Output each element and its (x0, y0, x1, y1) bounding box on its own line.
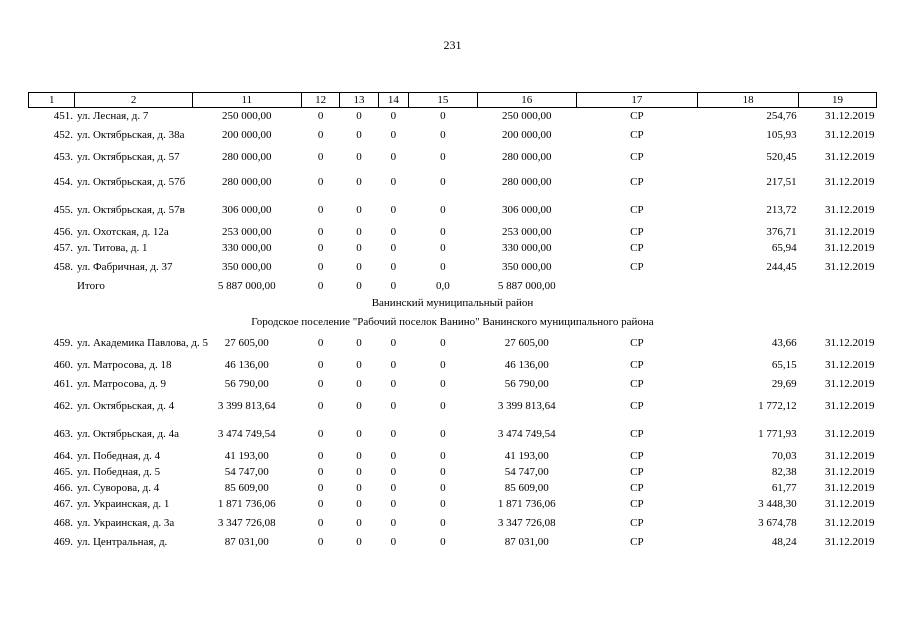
cell-col-13: 0 (356, 377, 362, 390)
cell-col-13: 0 (356, 497, 362, 510)
cell-col-18: 82,38 (771, 465, 797, 478)
section-title-settlement: Городское поселение "Рабочий поселок Ванино" Ванинского муниципального района (251, 316, 654, 328)
table-row (29, 376, 877, 392)
cell-address: ул. Титова, д. 1 (76, 241, 148, 254)
cell-col-18: 29,69 (771, 377, 797, 390)
cell-address: ул. Октябрьская, д. 57б (76, 175, 186, 188)
cell-col-13: 0 (356, 358, 362, 371)
cell-col-14: 0 (390, 128, 397, 141)
cell-col-18: 70,03 (771, 449, 797, 462)
total-c16: 5 887 000,00 (497, 279, 556, 292)
table-row (29, 124, 877, 146)
cell-col-12: 0 (317, 497, 324, 510)
cell-address: ул. Украинская, д. 3а (76, 516, 175, 529)
cell-col-14: 0 (390, 260, 397, 273)
cell-col-18: 65,94 (771, 241, 797, 254)
cell-col-11: 330 000,00 (222, 241, 272, 254)
cell-col-16: 3 347 726,08 (497, 516, 556, 529)
cell-col-19: 31.12.2019 (825, 150, 875, 163)
cell-col-14: 0 (390, 336, 397, 349)
cell-col-19: 31.12.2019 (825, 336, 875, 349)
cell-col-16: 27 605,00 (504, 336, 549, 349)
cell-col-19: 31.12.2019 (825, 449, 875, 462)
cell-col-18: 105,93 (766, 128, 797, 141)
total-c11: 5 887 000,00 (217, 279, 276, 292)
cell-col-11: 56 790,00 (224, 377, 269, 390)
cell-col-14: 0 (390, 175, 397, 188)
cell-col-19: 31.12.2019 (825, 427, 875, 440)
total-c13: 0 (356, 279, 362, 292)
cell-col-17: СР (630, 203, 644, 216)
cell-col-16: 46 136,00 (504, 358, 549, 371)
cell-row-number: 454. (53, 175, 73, 188)
cell-col-19: 31.12.2019 (825, 377, 875, 390)
total-label: Итого (76, 279, 105, 292)
cell-col-15: 0 (440, 465, 446, 478)
section-title-district: Ванинский муниципальный район (371, 297, 534, 309)
cell-col-19: 31.12.2019 (825, 203, 875, 216)
cell-col-19: 31.12.2019 (825, 225, 875, 238)
cell-col-16: 306 000,00 (501, 203, 552, 216)
table-row (29, 420, 877, 448)
cell-row-number: 467. (53, 497, 73, 510)
cell-col-16: 87 031,00 (504, 535, 549, 548)
cell-address: ул. Победная, д. 5 (76, 465, 161, 478)
cell-col-18: 217,51 (766, 175, 797, 188)
total-section (29, 278, 877, 332)
cell-col-14: 0 (390, 449, 397, 462)
cell-row-number: 465. (53, 465, 73, 478)
cell-col-18: 376,71 (766, 225, 797, 238)
cell-col-14: 0 (390, 109, 397, 122)
page-number: 231 (443, 38, 462, 52)
cell-col-15: 0 (440, 241, 446, 254)
cell-col-16: 330 000,00 (501, 241, 552, 254)
cell-col-15: 0 (440, 203, 446, 216)
cell-col-12: 0 (317, 427, 324, 440)
cell-row-number: 457. (53, 241, 73, 254)
cell-col-11: 280 000,00 (222, 175, 272, 188)
table-row (29, 256, 877, 278)
cell-col-17: СР (630, 399, 644, 412)
cell-col-11: 54 747,00 (224, 465, 269, 478)
cell-col-12: 0 (317, 109, 324, 122)
cell-col-16: 85 609,00 (504, 481, 549, 494)
cell-col-11: 3 399 813,64 (217, 399, 276, 412)
cell-col-19: 31.12.2019 (825, 516, 875, 529)
table-row (29, 512, 877, 534)
cell-col-11: 200 000,00 (222, 128, 272, 141)
cell-col-16: 56 790,00 (504, 377, 549, 390)
cell-col-18: 65,15 (771, 358, 797, 371)
cell-col-15: 0 (440, 427, 446, 440)
cell-col-19: 31.12.2019 (825, 497, 875, 510)
cell-col-12: 0 (317, 481, 324, 494)
col-header-2: 2 (75, 93, 192, 108)
cell-col-16: 3 399 813,64 (497, 399, 556, 412)
table-row (29, 496, 877, 512)
cell-col-15: 0 (440, 481, 446, 494)
cell-col-19: 31.12.2019 (825, 241, 875, 254)
cell-col-12: 0 (317, 535, 324, 548)
cell-col-15: 0 (440, 175, 446, 188)
cell-col-11: 27 605,00 (224, 336, 269, 349)
cell-col-16: 253 000,00 (501, 225, 552, 238)
cell-address: ул. Лесная, д. 7 (76, 109, 149, 122)
cell-col-17: СР (630, 427, 644, 440)
cell-col-11: 46 136,00 (224, 358, 269, 371)
cell-col-18: 43,66 (771, 336, 797, 349)
cell-row-number: 464. (53, 449, 73, 462)
cell-address: ул. Октябрьская, д. 38а (76, 128, 185, 141)
cell-col-15: 0 (440, 358, 446, 371)
table-body-2 (29, 332, 877, 550)
cell-address: ул. Победная, д. 4 (76, 449, 161, 462)
cell-col-17: СР (630, 497, 644, 510)
cell-col-18: 48,24 (771, 535, 797, 548)
cell-col-13: 0 (356, 241, 362, 254)
table-row (29, 224, 877, 240)
cell-col-12: 0 (317, 203, 324, 216)
cell-col-13: 0 (356, 535, 362, 548)
cell-col-16: 41 193,00 (504, 449, 549, 462)
cell-col-13: 0 (356, 128, 362, 141)
table-body-1 (29, 108, 877, 279)
total-row (29, 278, 877, 294)
cell-col-15: 0 (440, 399, 446, 412)
cell-col-14: 0 (390, 150, 397, 163)
cell-col-19: 31.12.2019 (825, 260, 875, 273)
cell-col-18: 1 771,93 (758, 427, 797, 440)
cell-address: ул. Центральная, д. (76, 535, 168, 548)
cell-row-number: 469. (53, 535, 73, 548)
cell-col-12: 0 (317, 241, 324, 254)
table-row (29, 146, 877, 168)
cell-col-16: 280 000,00 (501, 175, 552, 188)
cell-col-19: 31.12.2019 (825, 175, 875, 188)
total-c15: 0,0 (435, 279, 450, 292)
cell-col-17: СР (630, 109, 644, 122)
cell-col-13: 0 (356, 481, 362, 494)
cell-address: ул. Матросова, д. 18 (76, 358, 172, 371)
cell-col-14: 0 (390, 465, 397, 478)
cell-col-14: 0 (390, 241, 397, 254)
cell-col-15: 0 (440, 150, 446, 163)
col-header-17: 17 (576, 93, 697, 108)
cell-row-number: 456. (53, 225, 73, 238)
cell-col-18: 1 772,12 (758, 399, 797, 412)
cell-col-16: 200 000,00 (501, 128, 552, 141)
cell-col-15: 0 (440, 377, 446, 390)
col-header-19: 19 (799, 93, 877, 108)
total-c14: 0 (390, 279, 397, 292)
cell-col-17: СР (630, 336, 644, 349)
cell-col-13: 0 (356, 175, 362, 188)
cell-col-17: СР (630, 241, 644, 254)
table-row (29, 332, 877, 354)
cell-col-13: 0 (356, 449, 362, 462)
cell-col-19: 31.12.2019 (825, 465, 875, 478)
cell-col-13: 0 (356, 109, 362, 122)
cell-col-11: 3 474 749,54 (217, 427, 276, 440)
cell-col-11: 85 609,00 (224, 481, 269, 494)
cell-row-number: 459. (53, 336, 73, 349)
table-row (29, 392, 877, 420)
cell-col-15: 0 (440, 128, 446, 141)
cell-col-13: 0 (356, 225, 362, 238)
cell-col-13: 0 (356, 336, 362, 349)
cell-row-number: 462. (53, 399, 73, 412)
cell-col-11: 350 000,00 (222, 260, 272, 273)
cell-address: ул. Октябрьская, д. 57в (76, 203, 185, 216)
cell-col-15: 0 (440, 535, 446, 548)
cell-col-14: 0 (390, 358, 397, 371)
cell-col-16: 280 000,00 (501, 150, 552, 163)
cell-col-15: 0 (440, 260, 446, 273)
cell-row-number: 451. (53, 109, 73, 122)
cell-col-15: 0 (440, 109, 446, 122)
cell-col-15: 0 (440, 225, 446, 238)
cell-col-11: 306 000,00 (222, 203, 272, 216)
cell-col-13: 0 (356, 260, 362, 273)
cell-col-12: 0 (317, 175, 324, 188)
cell-col-12: 0 (317, 260, 324, 273)
cell-col-13: 0 (356, 516, 362, 529)
cell-col-14: 0 (390, 481, 397, 494)
col-header-13: 13 (340, 93, 378, 108)
cell-col-18: 520,45 (766, 150, 797, 163)
cell-address: ул. Академика Павлова, д. 5 (76, 336, 209, 349)
cell-col-18: 61,77 (771, 481, 797, 494)
table-row (29, 480, 877, 496)
cell-col-13: 0 (356, 465, 362, 478)
cell-col-13: 0 (356, 427, 362, 440)
cell-col-12: 0 (317, 128, 324, 141)
cell-col-16: 250 000,00 (501, 109, 552, 122)
cell-row-number: 455. (53, 203, 73, 216)
cell-col-12: 0 (317, 377, 324, 390)
cell-address: ул. Украинская, д. 1 (76, 497, 170, 510)
cell-col-13: 0 (356, 150, 362, 163)
section-title-row (29, 313, 877, 332)
cell-col-12: 0 (317, 225, 324, 238)
cell-col-16: 1 871 736,06 (497, 497, 556, 510)
cell-col-12: 0 (317, 399, 324, 412)
cell-row-number: 453. (53, 150, 73, 163)
cell-col-17: СР (630, 449, 644, 462)
cell-address: ул. Октябрьская, д. 4а (76, 427, 179, 440)
cell-col-17: СР (630, 535, 644, 548)
table-row (29, 464, 877, 480)
cell-col-19: 31.12.2019 (825, 358, 875, 371)
table-row (29, 534, 877, 550)
col-header-1: 1 (29, 93, 75, 108)
cell-col-17: СР (630, 358, 644, 371)
cell-col-13: 0 (356, 203, 362, 216)
cell-row-number: 460. (53, 358, 73, 371)
cell-address: ул. Суворова, д. 4 (76, 481, 160, 494)
col-header-15: 15 (409, 93, 478, 108)
cell-col-14: 0 (390, 497, 397, 510)
cell-col-17: СР (630, 377, 644, 390)
cell-row-number: 463. (53, 427, 73, 440)
cell-address: ул. Охотская, д. 12а (76, 225, 169, 238)
col-header-14: 14 (378, 93, 408, 108)
cell-col-18: 244,45 (766, 260, 797, 273)
cell-col-17: СР (630, 260, 644, 273)
cell-col-11: 253 000,00 (222, 225, 272, 238)
cell-col-17: СР (630, 175, 644, 188)
cell-address: ул. Октябрьская, д. 4 (76, 399, 175, 412)
cell-col-14: 0 (390, 516, 397, 529)
table-row (29, 108, 877, 125)
cell-col-17: СР (630, 128, 644, 141)
cell-col-12: 0 (317, 449, 324, 462)
cell-col-17: СР (630, 516, 644, 529)
table-row (29, 448, 877, 464)
cell-col-18: 254,76 (766, 109, 797, 122)
cell-col-17: СР (630, 150, 644, 163)
cell-address: ул. Фабричная, д. 37 (76, 260, 173, 273)
cell-col-11: 1 871 736,06 (217, 497, 276, 510)
cell-col-12: 0 (317, 358, 324, 371)
table-row (29, 240, 877, 256)
table-row (29, 168, 877, 196)
data-table (28, 92, 877, 550)
cell-col-11: 250 000,00 (222, 109, 272, 122)
cell-col-11: 87 031,00 (224, 535, 269, 548)
cell-col-12: 0 (317, 150, 324, 163)
cell-col-12: 0 (317, 336, 324, 349)
cell-col-18: 213,72 (766, 203, 797, 216)
table-row (29, 354, 877, 376)
cell-col-14: 0 (390, 377, 397, 390)
header-row (29, 93, 877, 108)
cell-row-number: 461. (53, 377, 73, 390)
cell-row-number: 466. (53, 481, 73, 494)
cell-col-14: 0 (390, 203, 397, 216)
cell-col-17: СР (630, 481, 644, 494)
table-row (29, 196, 877, 224)
cell-col-17: СР (630, 465, 644, 478)
cell-col-17: СР (630, 225, 644, 238)
col-header-11: 11 (192, 93, 301, 108)
cell-col-11: 3 347 726,08 (217, 516, 276, 529)
cell-col-11: 41 193,00 (224, 449, 269, 462)
col-header-12: 12 (301, 93, 339, 108)
cell-col-12: 0 (317, 465, 324, 478)
cell-col-19: 31.12.2019 (825, 399, 875, 412)
cell-col-12: 0 (317, 516, 324, 529)
col-header-18: 18 (698, 93, 799, 108)
total-c12: 0 (317, 279, 324, 292)
cell-col-19: 31.12.2019 (825, 128, 875, 141)
cell-col-15: 0 (440, 449, 446, 462)
cell-col-18: 3 448,30 (758, 497, 797, 510)
cell-col-18: 3 674,78 (758, 516, 797, 529)
cell-address: ул. Матросова, д. 9 (76, 377, 166, 390)
cell-col-15: 0 (440, 516, 446, 529)
cell-col-19: 31.12.2019 (825, 481, 875, 494)
cell-col-19: 31.12.2019 (825, 109, 875, 122)
cell-col-14: 0 (390, 399, 397, 412)
cell-col-15: 0 (440, 336, 446, 349)
cell-col-14: 0 (390, 225, 397, 238)
cell-col-16: 54 747,00 (504, 465, 549, 478)
cell-col-16: 3 474 749,54 (497, 427, 556, 440)
cell-address: ул. Октябрьская, д. 57 (76, 150, 180, 163)
cell-col-19: 31.12.2019 (825, 535, 875, 548)
cell-row-number: 468. (53, 516, 73, 529)
cell-col-14: 0 (390, 535, 397, 548)
cell-row-number: 458. (53, 260, 73, 273)
cell-col-13: 0 (356, 399, 362, 412)
cell-row-number: 452. (53, 128, 73, 141)
cell-col-11: 280 000,00 (222, 150, 272, 163)
cell-col-15: 0 (440, 497, 446, 510)
col-header-16: 16 (477, 93, 576, 108)
section-title-row (29, 294, 877, 313)
cell-col-16: 350 000,00 (501, 260, 552, 273)
cell-col-14: 0 (390, 427, 397, 440)
